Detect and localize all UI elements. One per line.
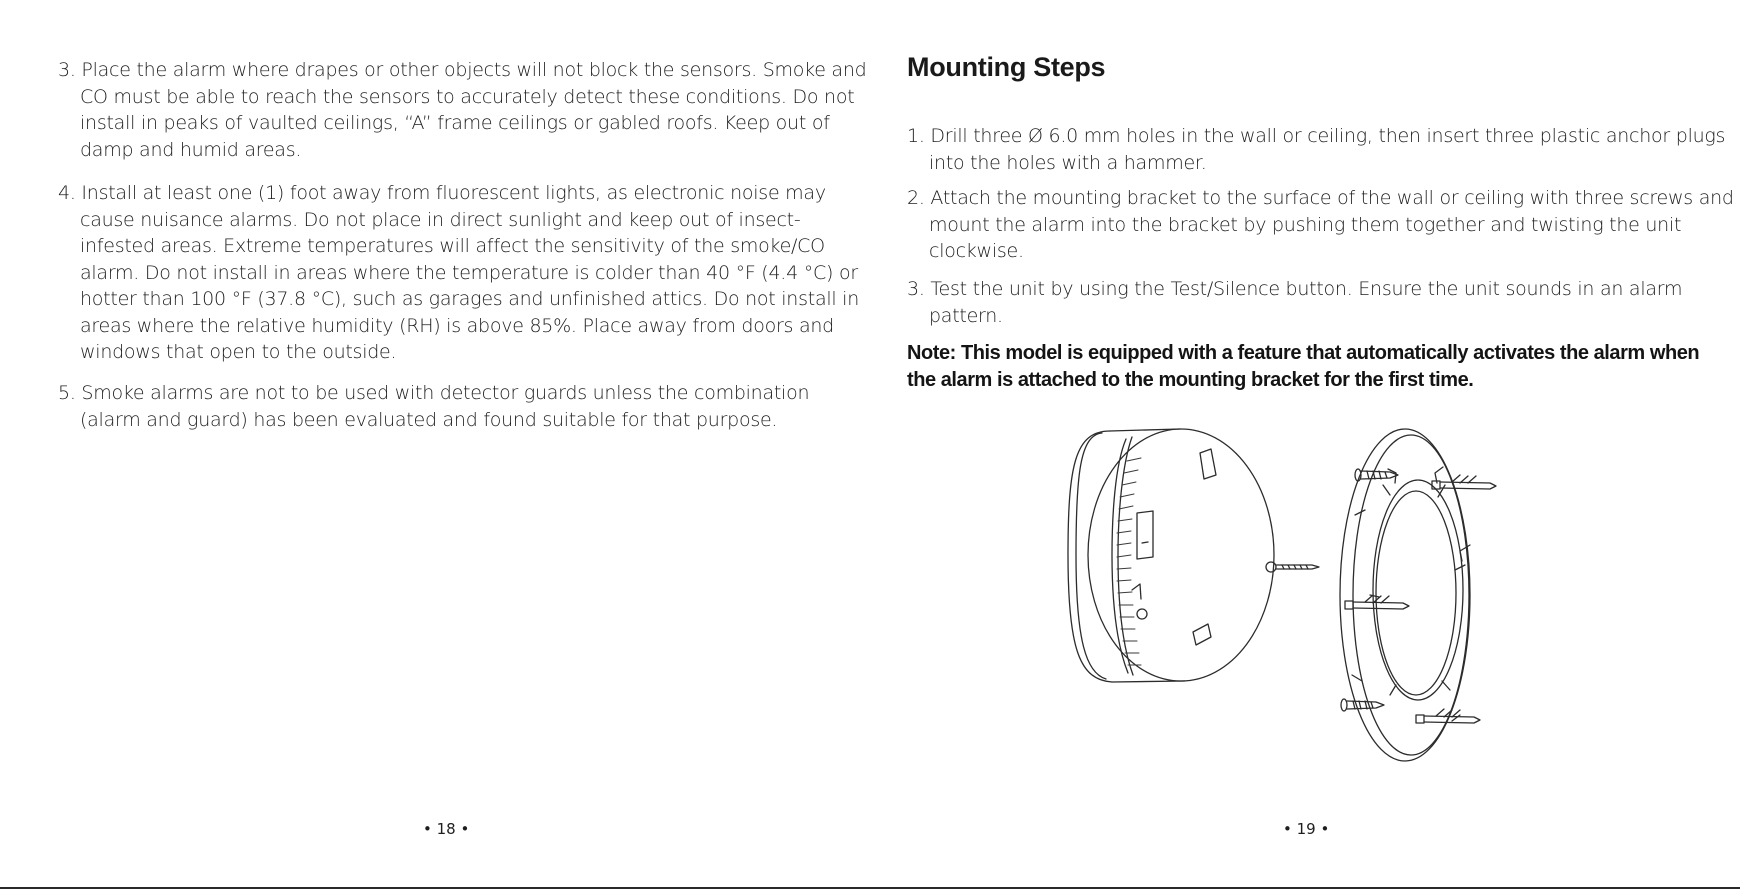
mounting-step-2: 2. Attach the mounting bracket to the surface of the wall or ceiling with three screws and mount the alarm into the bracket by pushing them together and twisting the unit clockwise. [907, 187, 1734, 262]
install-guideline-5: 5. Smoke alarms are not to be used with detector guards unless the combination (alarm and guard) has been evaluated and found suitable for that purpose. [58, 382, 810, 431]
page-number: • 19 • [1283, 820, 1330, 838]
install-guideline-3: 3. Place the alarm where drapes or other objects will not block the sensors. Smoke and CO must be able to reach the sensors to accurately detect these conditions. Do not install in peaks of vaulted ceilings, “A” frame ceilings or gabled roofs. Keep out of damp and humid areas. [58, 59, 867, 161]
smoke-alarm-mounting-icon [1040, 425, 1520, 770]
install-guideline-4: 4. Install at least one (1) foot away from fluorescent lights, as electronic noise may cause nuisance alarms. Do not place in direct sunlight and keep out of insect-infested areas. Extreme temperatures will affect the sensitivity of the smoke/CO alarm. Do not install in areas where the temperature is colder than 40 °F (4.4 °C) or hotter than 100 °F (37.8 °C), such as garages and unfinished attics. Do not install in areas where the relative humidity (RH) is above 85%. Place away from doors and windows that open to the outside. [58, 182, 860, 363]
first-time-activation-note: Note: This model is equipped with a feature that automatically activates the alarm when the alarm is attached to the mounting bracket for the first time. [907, 342, 1700, 391]
mounting-steps-heading: Mounting Steps [907, 52, 1106, 82]
mounting-step-3: 3. Test the unit by using the Test/Silence button. Ensure the unit sounds in an alarm pattern. [907, 278, 1683, 327]
right-page [870, 0, 1740, 889]
page-number: • 18 • [423, 820, 470, 838]
alarm-unit [1068, 429, 1319, 682]
mounting-step-1: 1. Drill three Ø 6.0 mm holes in the wall or ceiling, then insert three plastic anchor plugs into the holes with a hammer. [907, 125, 1726, 174]
anchor-plugs [1345, 475, 1496, 723]
